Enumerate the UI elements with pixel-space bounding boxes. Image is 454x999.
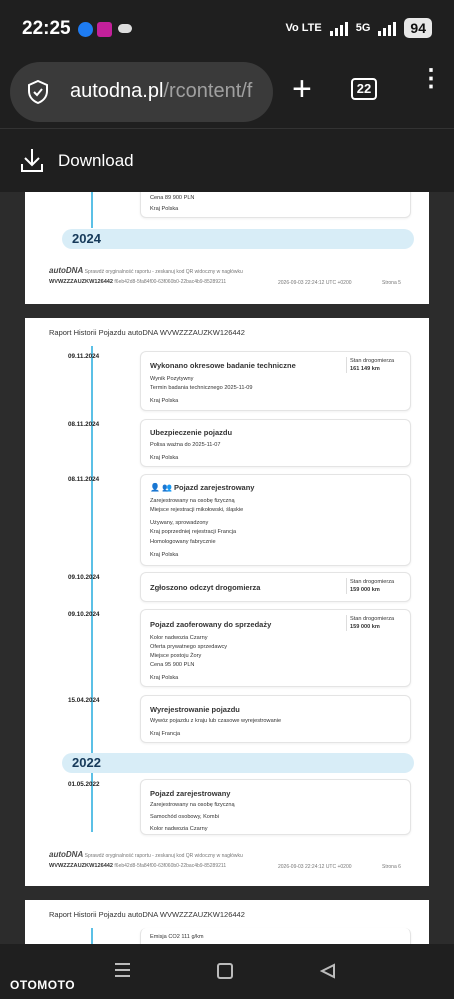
timeline-line bbox=[91, 192, 93, 228]
odometer-value: 159 000 km bbox=[350, 624, 380, 630]
event-line: Kolor nadwozia Czarny bbox=[150, 635, 208, 641]
event-card bbox=[140, 609, 411, 687]
event-date: 09.10.2024 bbox=[68, 574, 100, 581]
browser-toolbar bbox=[0, 58, 454, 128]
event-card bbox=[140, 419, 411, 467]
odometer-label: Stan drogomierza bbox=[350, 616, 395, 622]
event-line: Oferta prywatnego sprzedawcy bbox=[150, 644, 228, 650]
recent-apps-button[interactable] bbox=[115, 963, 130, 977]
event-card bbox=[140, 928, 411, 944]
event-title: Ubezpieczenie pojazdu bbox=[150, 428, 233, 437]
event-line: Emisja CO2 111 g/km bbox=[150, 934, 204, 940]
event-line: Kraj Polska bbox=[150, 398, 179, 404]
event-line: Wynik Pozytywny bbox=[150, 376, 194, 382]
status-bar bbox=[0, 0, 454, 58]
event-card bbox=[140, 474, 411, 566]
event-card bbox=[140, 779, 411, 835]
footer-timestamp: 2026-09-03 22:24:12 UTC +0200 bbox=[278, 864, 352, 870]
event-card bbox=[140, 192, 411, 218]
status-time: 22:25 bbox=[22, 18, 71, 39]
event-date: 08.11.2024 bbox=[68, 476, 100, 483]
timeline-line bbox=[91, 928, 93, 944]
pdf-page-6 bbox=[25, 318, 429, 886]
event-date: 09.11.2024 bbox=[68, 353, 100, 360]
event-line: Zarejestrowany na osobę fizyczną bbox=[150, 498, 235, 504]
event-title: Pojazd zaoferowany do sprzedaży bbox=[150, 620, 272, 629]
event-line: Homologowany fabrycznie bbox=[150, 539, 216, 545]
overflow-menu-icon[interactable]: ⋮ bbox=[419, 65, 443, 92]
year-label: 2022 bbox=[72, 755, 101, 770]
event-date: 08.11.2024 bbox=[68, 421, 100, 428]
cloud-icon bbox=[118, 24, 132, 33]
url-host: autodna.pl bbox=[70, 80, 164, 102]
event-line: Zarejestrowany na osobę fizyczną bbox=[150, 802, 235, 808]
event-line: Kraj poprzedniej rejestracji Francja bbox=[150, 529, 237, 535]
footer-vin: WVWZZZAUZKW126442 bbox=[49, 279, 114, 285]
event-title: Pojazd zarejestrowany bbox=[150, 789, 231, 798]
year-label: 2024 bbox=[72, 231, 101, 246]
page-footer-line2 bbox=[49, 863, 226, 869]
odometer-label: Stan drogomierza bbox=[350, 579, 395, 585]
event-line: Kraj Francja bbox=[150, 731, 181, 737]
network-label-2: 5G bbox=[355, 22, 371, 34]
odometer-box bbox=[346, 357, 394, 373]
download-icon bbox=[20, 147, 44, 173]
footer-verify: Sprawdź oryginalność raportu - zeskanuj kod QR widoczny w nagłówku bbox=[84, 269, 243, 275]
event-line: Miejsce rejestracji mikołowski, śląskie bbox=[150, 507, 244, 513]
footer-page-number: Strona 5 bbox=[382, 280, 401, 286]
messenger-icon bbox=[78, 22, 93, 37]
signal-icon bbox=[330, 20, 348, 36]
event-title: Pojazd zarejestrowany bbox=[174, 483, 255, 492]
autodna-logo: autoDNA bbox=[49, 266, 84, 275]
download-bar[interactable] bbox=[0, 128, 454, 192]
event-line: Kraj Polska bbox=[150, 552, 179, 558]
home-button[interactable] bbox=[217, 963, 233, 979]
event-title: Zgłoszono odczyt drogomierza bbox=[150, 583, 261, 592]
footer-hash: f6eb42d8-5fa84f00-63f060b0-22bac4b9-85289211 bbox=[114, 863, 227, 869]
page-header: Raport Historii Pojazdu autoDNA WVWZZZAUZKW126442 bbox=[49, 328, 245, 337]
url-path: /rcontent/f bbox=[163, 80, 253, 102]
odometer-value: 159 000 km bbox=[350, 587, 380, 593]
event-date: 09.10.2024 bbox=[68, 611, 100, 618]
odometer-value: 161 149 km bbox=[350, 366, 380, 372]
owner-icon: 👤 👥 bbox=[150, 483, 173, 492]
event-title: Wyrejestrowanie pojazdu bbox=[150, 705, 240, 714]
footer-timestamp: 2026-09-03 22:24:12 UTC +0200 bbox=[278, 280, 352, 286]
event-date: 01.05.2022 bbox=[68, 781, 100, 788]
odometer-box bbox=[346, 578, 394, 594]
status-right bbox=[285, 18, 432, 38]
event-line: Polisa ważna do 2025-11-07 bbox=[150, 442, 221, 448]
pdf-viewer[interactable] bbox=[0, 192, 454, 944]
event-card bbox=[140, 351, 411, 411]
event-card bbox=[140, 572, 411, 602]
event-line: Kolor nadwozia Czarny bbox=[150, 826, 208, 832]
event-line: Samochód osobowy, Kombi bbox=[150, 814, 219, 820]
page-footer bbox=[49, 850, 243, 859]
new-tab-button[interactable]: + bbox=[292, 70, 312, 108]
event-card bbox=[140, 695, 411, 743]
footer-page-number: Strona 6 bbox=[382, 864, 401, 870]
event-line: Miejsce postoju Żory bbox=[150, 653, 202, 659]
shield-icon[interactable] bbox=[27, 80, 49, 104]
page-footer-line2 bbox=[49, 279, 226, 285]
page-footer bbox=[49, 266, 243, 275]
odometer-box bbox=[346, 615, 394, 631]
app-notification-icon bbox=[97, 22, 112, 37]
autodna-logo: autoDNA bbox=[49, 850, 84, 859]
event-line: Cena 95 900 PLN bbox=[150, 662, 195, 668]
event-line: Używany, sprowadzony bbox=[150, 520, 209, 526]
address-bar[interactable] bbox=[10, 62, 273, 122]
year-divider bbox=[62, 753, 414, 773]
download-label: Download bbox=[58, 151, 134, 170]
tab-switcher-button[interactable]: 22 bbox=[351, 78, 377, 100]
footer-vin: WVWZZZAUZKW126442 bbox=[49, 863, 114, 869]
year-divider bbox=[62, 229, 414, 249]
event-date: 15.04.2024 bbox=[68, 697, 100, 704]
odometer-label: Stan drogomierza bbox=[350, 358, 395, 364]
event-line: Termin badania technicznego 2025-11-09 bbox=[150, 385, 253, 391]
url-text[interactable] bbox=[70, 80, 266, 103]
system-nav-bar bbox=[0, 944, 454, 999]
event-line: Kraj Polska bbox=[150, 675, 179, 681]
page-header: Raport Historii Pojazdu autoDNA WVWZZZAUZKW126442 bbox=[49, 910, 245, 919]
brand-watermark: OTOMOTO bbox=[10, 978, 76, 992]
event-price: Cena 89 900 PLN bbox=[150, 195, 195, 201]
footer-hash: f6eb42d8-5fa84f00-63f060b0-22bac4b9-85289211 bbox=[114, 279, 227, 285]
event-title: Wykonano okresowe badanie techniczne bbox=[150, 361, 296, 370]
footer-verify: Sprawdź oryginalność raportu - zeskanuj kod QR widoczny w nagłówku bbox=[84, 853, 243, 859]
pdf-page-7 bbox=[25, 900, 429, 944]
event-line: Kraj Polska bbox=[150, 455, 179, 461]
battery-indicator: 94 bbox=[404, 18, 432, 38]
pdf-page-5 bbox=[25, 192, 429, 304]
event-country: Kraj Polska bbox=[150, 206, 179, 212]
network-label-1: Vo LTE bbox=[285, 22, 322, 34]
back-button[interactable] bbox=[320, 963, 336, 979]
event-line: Wywóz pojazdu z kraju lub czasowe wyrejestrowanie bbox=[150, 718, 282, 724]
signal-icon-2 bbox=[378, 20, 396, 36]
